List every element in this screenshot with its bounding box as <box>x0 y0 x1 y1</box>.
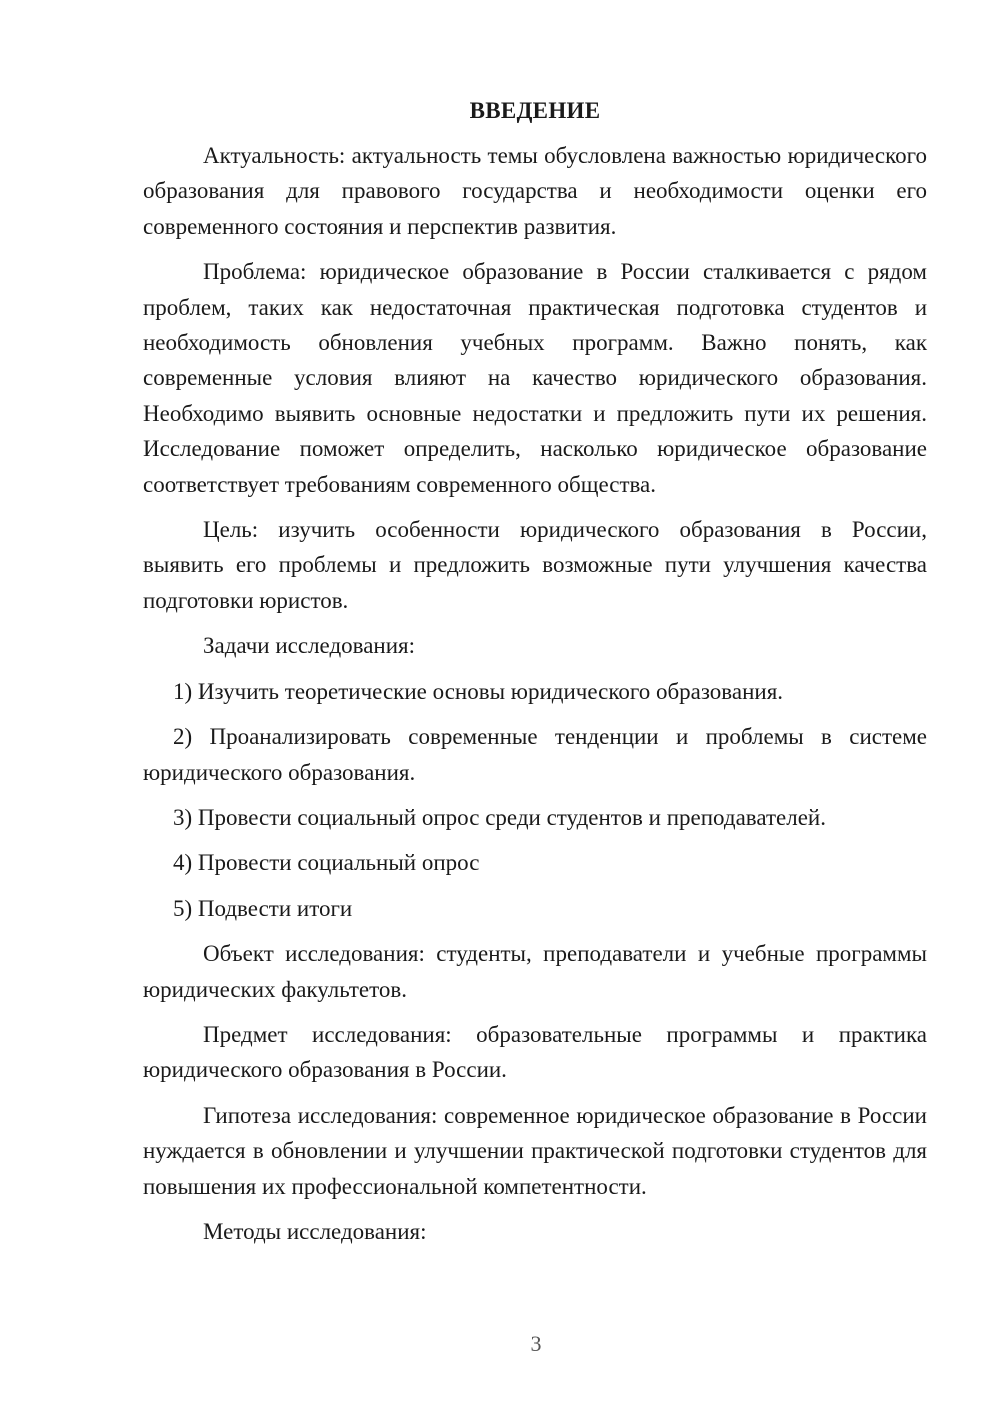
task-item: 5) Подвести итоги <box>173 895 353 921</box>
page-content <box>143 93 927 1259</box>
tasks-heading: Задачи исследования: <box>203 633 416 659</box>
problem-paragraph: Проблема: юридическое образование в России сталкивается с рядом проблем, таких как недостаточная практическая подготовка студентов и необходимость обновления учебных программ. Важно понять, как современные условия влияют на качество юридического образования. Необходимо выявить основные недостатки и предложить пути их решения. Исследование поможет определить, насколько юридическое образование соответствует требованиям современного общества. <box>143 259 927 497</box>
task-item: 4) Провести социальный опрос <box>173 850 480 876</box>
object-paragraph: Объект исследования: студенты, преподаватели и учебные программы юридических факультетов. <box>143 941 927 1002</box>
goal-paragraph: Цель: изучить особенности юридического образования в России, выявить его проблемы и предложить возможные пути улучшения качества подготовки юристов. <box>143 517 927 613</box>
task-item: 3) Провести социальный опрос среди студентов и преподавателей. <box>173 804 826 830</box>
methods-heading: Методы исследования: <box>203 1218 427 1244</box>
subject-paragraph: Предмет исследования: образовательные программы и практика юридического образования в России. <box>143 1021 927 1083</box>
task-item: 1) Изучить теоретические основы юридического образования. <box>173 678 784 704</box>
task-item: 2) Проанализировать современные тенденции и проблемы в системе юридического образования. <box>143 724 927 785</box>
relevance-paragraph: Актуальность: актуальность темы обусловлена важностью юридического образования для правового государства и необходимости оценки его современного состояния и перспектив развития. <box>143 143 927 239</box>
section-title: ВВЕДЕНИЕ <box>469 98 601 123</box>
hypothesis-paragraph: Гипотеза исследования: современное юридическое образование в России нуждается в обновлении и улучшении практической подготовки студентов для повышения их профессиональной компетентности. <box>143 1102 927 1199</box>
page-number: 3 <box>530 1331 542 1356</box>
